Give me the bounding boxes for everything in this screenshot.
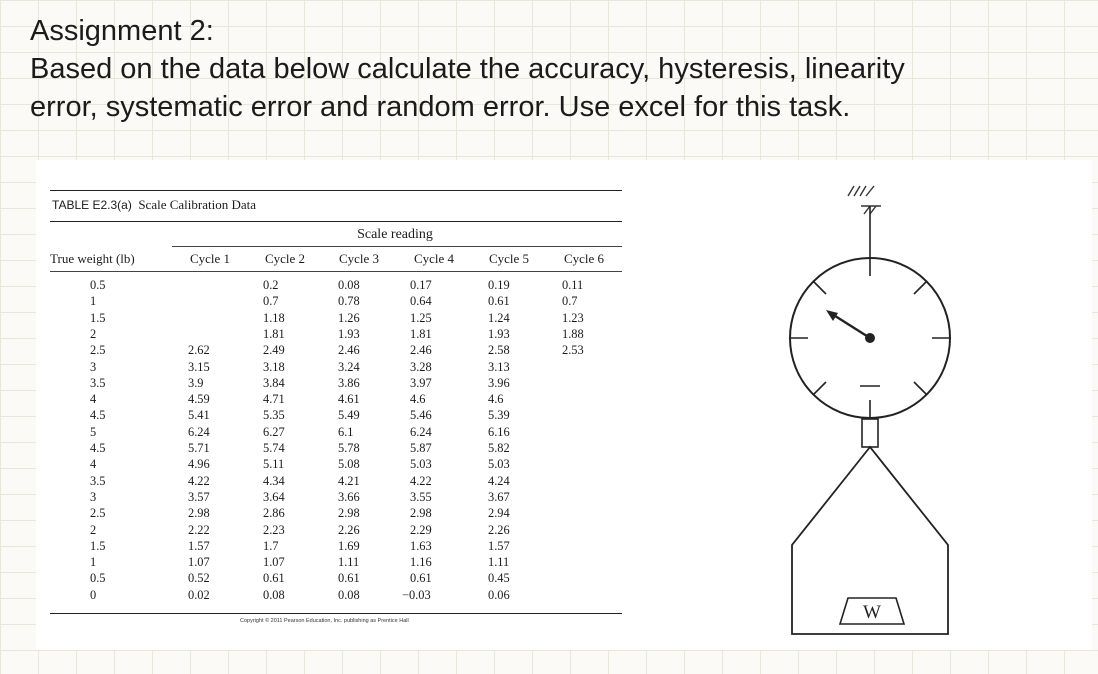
instruction-line-1: Based on the data below calculate the accuracy, hysteresis, linearity (30, 53, 905, 85)
weight-label: W (863, 602, 881, 623)
table-cell-cycle-3: 6.1 (338, 424, 354, 439)
table-cell-cycle-5: 1.11 (488, 555, 510, 570)
table-cell-cycle-3: 4.21 (338, 473, 360, 488)
table-cell-cycle-4: −0.03 (402, 587, 431, 602)
column-header-cycle-5: Cycle 5 (488, 251, 530, 266)
table-cell-cycle-3: 2.98 (338, 506, 360, 521)
table-cell-cycle-5: 0.06 (488, 587, 510, 602)
table-cell-cycle-4: 1.16 (410, 555, 432, 570)
table-cell-cycle-2: 3.18 (263, 359, 285, 374)
table-cell-cycle-1: 5.71 (188, 441, 210, 455)
caption-rule (50, 221, 622, 222)
table-cell-cycle-2: 4.34 (263, 473, 285, 488)
table-cell-cycle-1: 4.59 (188, 392, 210, 407)
table-cell-cycle-5: 4.24 (488, 473, 510, 488)
assignment-heading (30, 12, 1080, 126)
table-cell-cycle-4: 6.24 (410, 424, 432, 439)
table-cell-cycle-1: 3.57 (188, 489, 210, 504)
table-cell-cycle-4: 3.55 (410, 489, 432, 504)
column-header-true-weight: True weight (lb) (50, 251, 135, 266)
table-cell-cycle-4: 5.46 (410, 408, 432, 423)
table-cell-cycle-1: 3.9 (188, 375, 204, 390)
table-cell-cycle-5: 2.94 (488, 506, 510, 521)
table-cell-cycle-3: 5.08 (338, 457, 360, 472)
column-header-cycle-2: Cycle 2 (264, 251, 306, 266)
table-cell-cycle-2: 1.07 (263, 555, 285, 570)
table-cell-true-weight: 2 (90, 522, 97, 537)
table-cell-cycle-4: 2.46 (410, 343, 432, 358)
table-cell-cycle-3: 0.78 (338, 294, 360, 309)
table-cell-cycle-5: 3.67 (488, 489, 510, 504)
table-cell-cycle-2: 1.81 (263, 326, 285, 341)
table-caption-tag: TABLE E2.3(a) (52, 198, 132, 212)
table-cell-cycle-4: 4.6 (410, 392, 426, 407)
table-cell-true-weight: 4.5 (90, 408, 106, 423)
table-cell-cycle-5: 1.24 (488, 310, 510, 325)
table-cell-true-weight: 2.5 (90, 343, 106, 358)
table-cell-true-weight: 3.5 (90, 375, 106, 390)
table-cell-cycle-2: 1.18 (263, 310, 285, 325)
scale-reading-header: Scale reading (357, 227, 433, 242)
table-cell-cycle-5: 4.6 (488, 392, 504, 407)
table-cell-true-weight: 1.5 (90, 538, 106, 553)
table-cell-cycle-6: 2.53 (562, 343, 584, 358)
table-cell-true-weight: 3 (90, 359, 97, 374)
table-cell-cycle-3: 2.46 (338, 343, 360, 358)
instruction-line-2: error, systematic error and random error. Use excel for this task. (30, 91, 851, 123)
table-cell-cycle-4: 1.63 (410, 538, 432, 553)
table-cell-true-weight: 4 (90, 457, 97, 472)
table-cell-cycle-2: 6.27 (263, 424, 285, 439)
table-cell-cycle-3: 5.78 (338, 441, 360, 455)
table-cell-cycle-2: 0.61 (263, 571, 285, 586)
table-caption-text: Scale Calibration Data (138, 197, 256, 212)
table-cell-cycle-2: 4.71 (263, 392, 285, 407)
table-cell-cycle-1: 6.24 (188, 424, 210, 439)
dial-neck (862, 419, 878, 447)
dial-face (790, 258, 950, 418)
table-cell-cycle-5: 5.39 (488, 408, 510, 423)
table-cell-cycle-4: 0.61 (410, 571, 432, 586)
table-cell-cycle-2: 5.11 (263, 457, 285, 472)
table-cell-cycle-5: 3.96 (488, 375, 510, 390)
table-cell-true-weight: 1 (90, 294, 97, 309)
table-cell-cycle-4: 3.28 (410, 359, 432, 374)
table-cell-cycle-2: 1.7 (263, 538, 279, 553)
table-cell-cycle-2: 3.64 (263, 489, 285, 504)
table-cell-cycle-2: 5.35 (263, 408, 285, 423)
table-cell-cycle-4: 1.25 (410, 310, 432, 325)
table-cell-true-weight: 0.5 (90, 571, 106, 586)
table-cell-cycle-1: 0.52 (188, 571, 210, 586)
table-cell-cycle-5: 2.58 (488, 343, 510, 358)
table-cell-true-weight: 2 (90, 326, 97, 341)
table-cell-cycle-4: 2.98 (410, 506, 432, 521)
table-cell-cycle-3: 4.61 (338, 392, 360, 407)
table-cell-cycle-1: 4.96 (188, 457, 210, 472)
table-cell-true-weight: 2.5 (90, 506, 106, 521)
table-cell-true-weight: 3 (90, 489, 97, 504)
table-cell-true-weight: 1.5 (90, 310, 106, 325)
table-cell-cycle-3: 2.26 (338, 522, 360, 537)
table-cell-cycle-1: 2.62 (188, 343, 210, 358)
table-cell-cycle-1: 2.98 (188, 506, 210, 521)
table-cell-true-weight: 4 (90, 392, 97, 407)
table-cell-cycle-6: 0.7 (562, 294, 578, 309)
table-cell-cycle-2: 0.2 (263, 278, 279, 292)
table-cell-cycle-2: 2.23 (263, 522, 285, 537)
table-cell-cycle-1: 4.22 (188, 473, 210, 488)
table-cell-cycle-6: 0.11 (562, 278, 584, 292)
dial-pivot (865, 333, 875, 343)
table-cell-cycle-5: 3.13 (488, 359, 510, 374)
table-cell-cycle-3: 0.61 (338, 571, 360, 586)
assignment-title: Assignment 2: (30, 15, 214, 47)
table-cell-cycle-4: 1.81 (410, 326, 432, 341)
table-cell-cycle-4: 5.87 (410, 441, 432, 455)
table-cell-cycle-5: 0.45 (488, 571, 510, 586)
table-cell-cycle-1: 3.15 (188, 359, 210, 374)
table-cell-cycle-3: 3.24 (338, 359, 360, 374)
table-cell-true-weight: 3.5 (90, 473, 106, 488)
table-cell-cycle-3: 1.93 (338, 326, 360, 341)
table-cell-cycle-4: 2.29 (410, 522, 432, 537)
table-cell-cycle-5: 0.19 (488, 278, 510, 292)
table-cell-cycle-1: 1.57 (188, 538, 210, 553)
table-cell-cycle-1: 1.07 (188, 555, 210, 570)
table-cell-cycle-3: 1.26 (338, 310, 360, 325)
table-cell-true-weight: 5 (90, 424, 97, 439)
table-cell-cycle-3: 3.66 (338, 489, 360, 504)
table-cell-cycle-2: 2.49 (263, 343, 285, 358)
ceiling-hatch-icon (848, 186, 881, 214)
table-cell-cycle-2: 0.7 (263, 294, 279, 309)
column-header-cycle-1: Cycle 1 (189, 251, 231, 266)
table-cell-cycle-4: 0.64 (410, 294, 432, 309)
table-cell-true-weight: 0 (90, 587, 97, 602)
table-cell-cycle-2: 3.84 (263, 375, 285, 390)
table-cell-cycle-5: 5.82 (488, 441, 510, 455)
column-header-cycle-4: Cycle 4 (413, 251, 455, 266)
table-cell-true-weight: 1 (90, 555, 97, 570)
header-rule (50, 271, 622, 272)
table-cell-cycle-4: 3.97 (410, 375, 432, 390)
table-cell-cycle-4: 0.17 (410, 278, 432, 292)
table-cell-cycle-5: 5.03 (488, 457, 510, 472)
table-cell-cycle-1: 0.02 (188, 587, 210, 602)
table-cell-cycle-2: 5.74 (263, 441, 285, 455)
table-cell-cycle-5: 2.26 (488, 522, 510, 537)
table-cell-cycle-2: 0.08 (263, 587, 285, 602)
span-header-rule (172, 246, 622, 247)
table-cell-cycle-6: 1.88 (562, 326, 584, 341)
table-caption (52, 197, 256, 213)
table-bottom-rule (50, 613, 622, 614)
content-card (36, 160, 1092, 650)
table-cell-cycle-2: 2.86 (263, 506, 285, 521)
table-cell-cycle-6: 1.23 (562, 310, 584, 325)
copyright-note: Copyright © 2011 Pearson Education, Inc. publishing as Prentice Hall (240, 618, 409, 624)
table-cell-cycle-3: 3.86 (338, 375, 360, 390)
table-cell-cycle-5: 6.16 (488, 424, 510, 439)
table-cell-cycle-5: 1.57 (488, 538, 510, 553)
table-cell-cycle-4: 5.03 (410, 457, 432, 472)
table-cell-cycle-3: 0.08 (338, 587, 360, 602)
table-cell-cycle-1: 2.22 (188, 522, 210, 537)
table-cell-cycle-3: 5.49 (338, 408, 360, 423)
table-cell-cycle-3: 0.08 (338, 278, 360, 292)
table-cell-cycle-3: 1.11 (338, 555, 360, 570)
table-cell-cycle-5: 1.93 (488, 326, 510, 341)
table-cell-cycle-5: 0.61 (488, 294, 510, 309)
table-cell-true-weight: 4.5 (90, 441, 106, 455)
table-cell-cycle-3: 1.69 (338, 538, 360, 553)
table-cell-true-weight: 0.5 (90, 278, 106, 292)
column-header-cycle-3: Cycle 3 (338, 251, 380, 266)
table-top-rule (50, 190, 622, 191)
table-cell-cycle-1: 5.41 (188, 408, 210, 423)
column-header-cycle-6: Cycle 6 (563, 251, 605, 266)
spring-scale-diagram (756, 182, 996, 642)
table-cell-cycle-4: 4.22 (410, 473, 432, 488)
